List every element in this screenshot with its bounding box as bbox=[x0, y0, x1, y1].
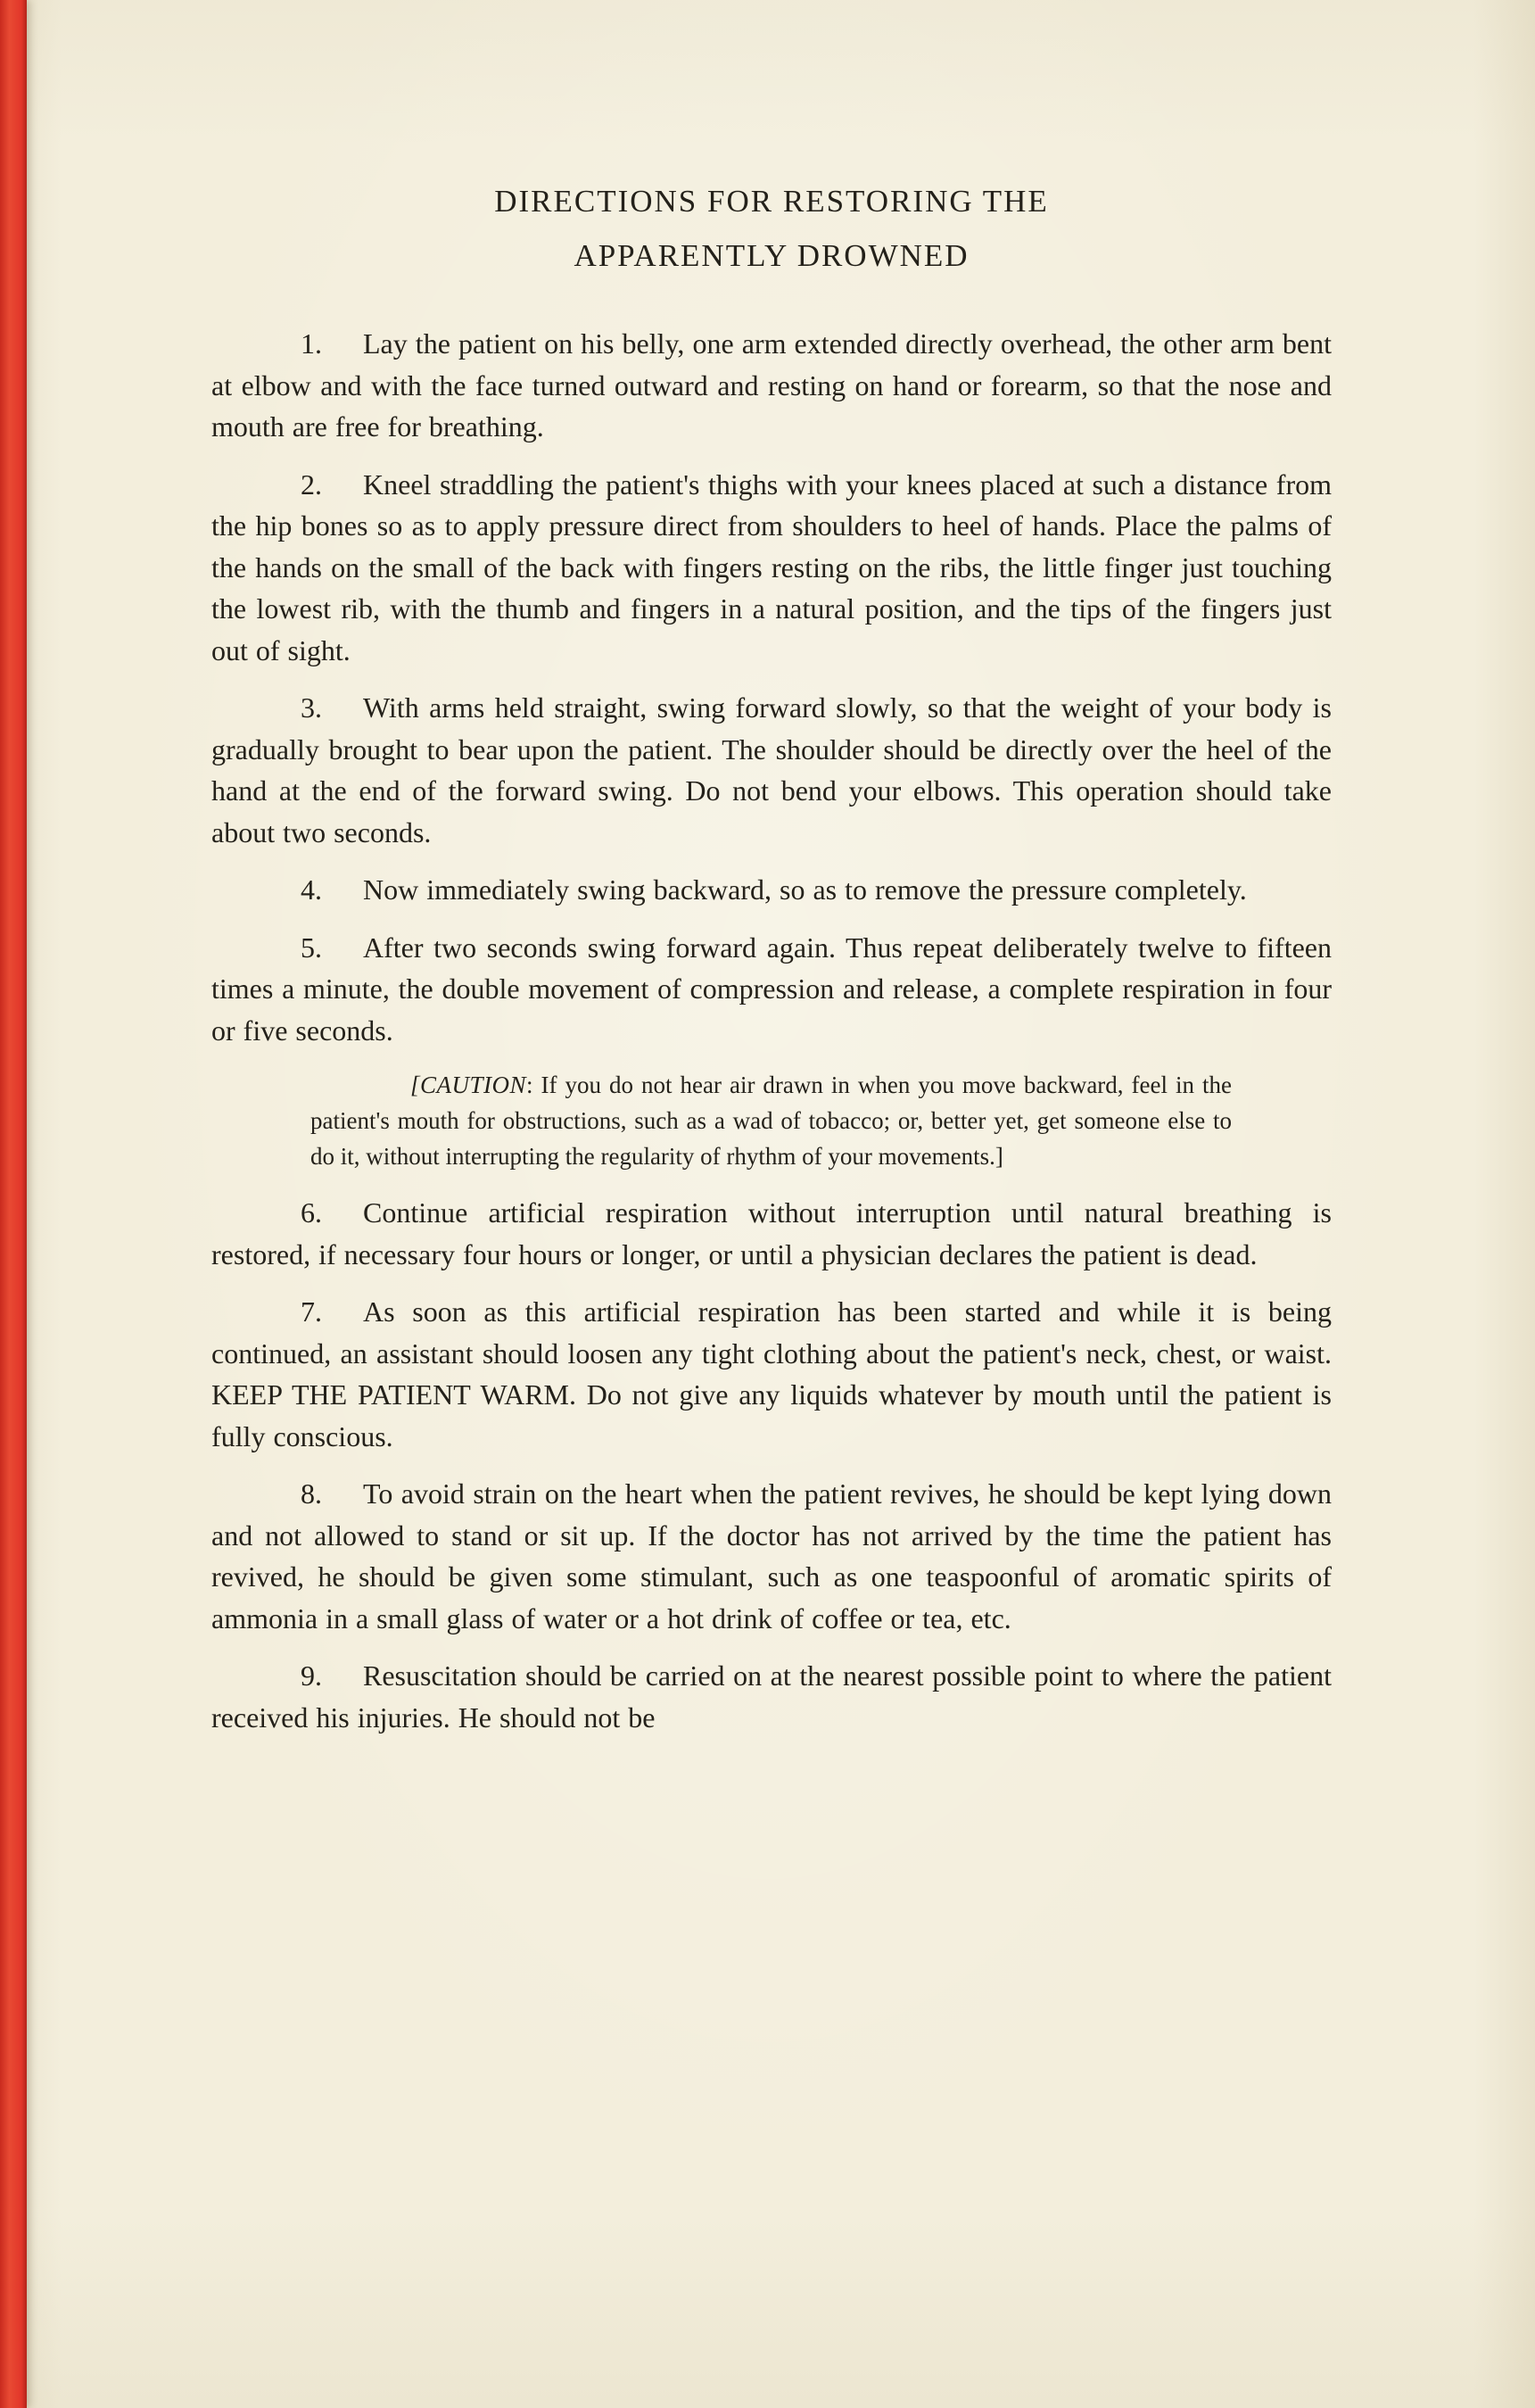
paragraph-8: 8. To avoid strain on the heart when the patient revives, he should be kept lying down and not allowed to stand or sit up. If the doctor has not arrived by the time the patient has revived, he should be given some stimulant, such as one teaspoonful of aromatic spirits of ammonia in a small glass of water or a hot drink of coffee or tea, etc. bbox=[211, 1477, 1332, 1634]
paragraph-number: 9. bbox=[301, 1659, 322, 1692]
caution-label: [CAUTION bbox=[410, 1072, 527, 1098]
paragraph-number: 5. bbox=[301, 931, 322, 964]
title-line-1: DIRECTIONS FOR RESTORING THE bbox=[494, 184, 1049, 219]
paragraph-number: 6. bbox=[301, 1196, 322, 1229]
document-page bbox=[211, 186, 1332, 1754]
paragraph-4: 4. Now immediately swing backward, so as to remove the pressure completely. bbox=[301, 873, 1247, 906]
page-title bbox=[211, 186, 1332, 271]
paragraph-number: 2. bbox=[301, 468, 322, 501]
paragraph-3: 3. With arms held straight, swing forward slowly, so that the weight of your body is gradually brought to bear upon the patient. The shoulder should be directly over the heel of the hand at the end of the forward swing. Do not bend your elbows. This operation should take about two seconds. bbox=[211, 691, 1332, 848]
caution-note: [CAUTION: If you do not hear air drawn in when you move backward, feel in the patient's mouth for obstructions, such as a wad of tobacco; or, better yet, get someone else to do it, without interrupting the regularity of rhythm of your movements.] bbox=[310, 1072, 1232, 1170]
paragraph-1: 1. Lay the patient on his belly, one arm extended directly overhead, the other arm bent at elbow and with the face turned outward and resting on hand or forearm, so that the nose and mouth are free for breathing. bbox=[211, 327, 1332, 443]
paragraph-9: 9. Resuscitation should be carried on at the nearest possible point to where the patient received his injuries. He should not be bbox=[211, 1659, 1332, 1734]
paragraph-7: 7. As soon as this artificial respiration has been started and while it is being continued, an assistant should loosen any tight clothing about the patient's neck, chest, or waist. KEEP THE PATIENT WARM. Do not give any liquids whatever by mouth until the patient is fully conscious. bbox=[211, 1295, 1332, 1452]
paragraph-2: 2. Kneel straddling the patient's thighs with your knees placed at such a distance from the hip bones so as to apply pressure direct from shoulders to heel of hands. Place the palms of the hands on the small of the back with fingers resting on the ribs, the little finger just touching the lowest rib, with the thumb and fingers in a natural position, and the tips of the fingers just out of sight. bbox=[211, 468, 1332, 666]
red-cover-edge bbox=[0, 0, 27, 2408]
title-line-2: APPARENTLY DROWNED bbox=[574, 238, 970, 273]
paragraph-number: 7. bbox=[301, 1295, 322, 1328]
paragraph-number: 8. bbox=[301, 1477, 322, 1510]
paragraph-list bbox=[211, 323, 1332, 1738]
paragraph-number: 4. bbox=[301, 873, 322, 906]
paragraph-number: 3. bbox=[301, 691, 322, 724]
paragraph-6: 6. Continue artificial respiration without interruption until natural breathing is restored, if necessary four hours or longer, or until a physician declares the patient is dead. bbox=[211, 1196, 1332, 1270]
paragraph-number: 1. bbox=[301, 327, 322, 360]
paragraph-5: 5. After two seconds swing forward again. Thus repeat deliberately twelve to fifteen times a minute, the double movement of compression and release, a complete respiration in four or five seconds. bbox=[211, 931, 1332, 1047]
